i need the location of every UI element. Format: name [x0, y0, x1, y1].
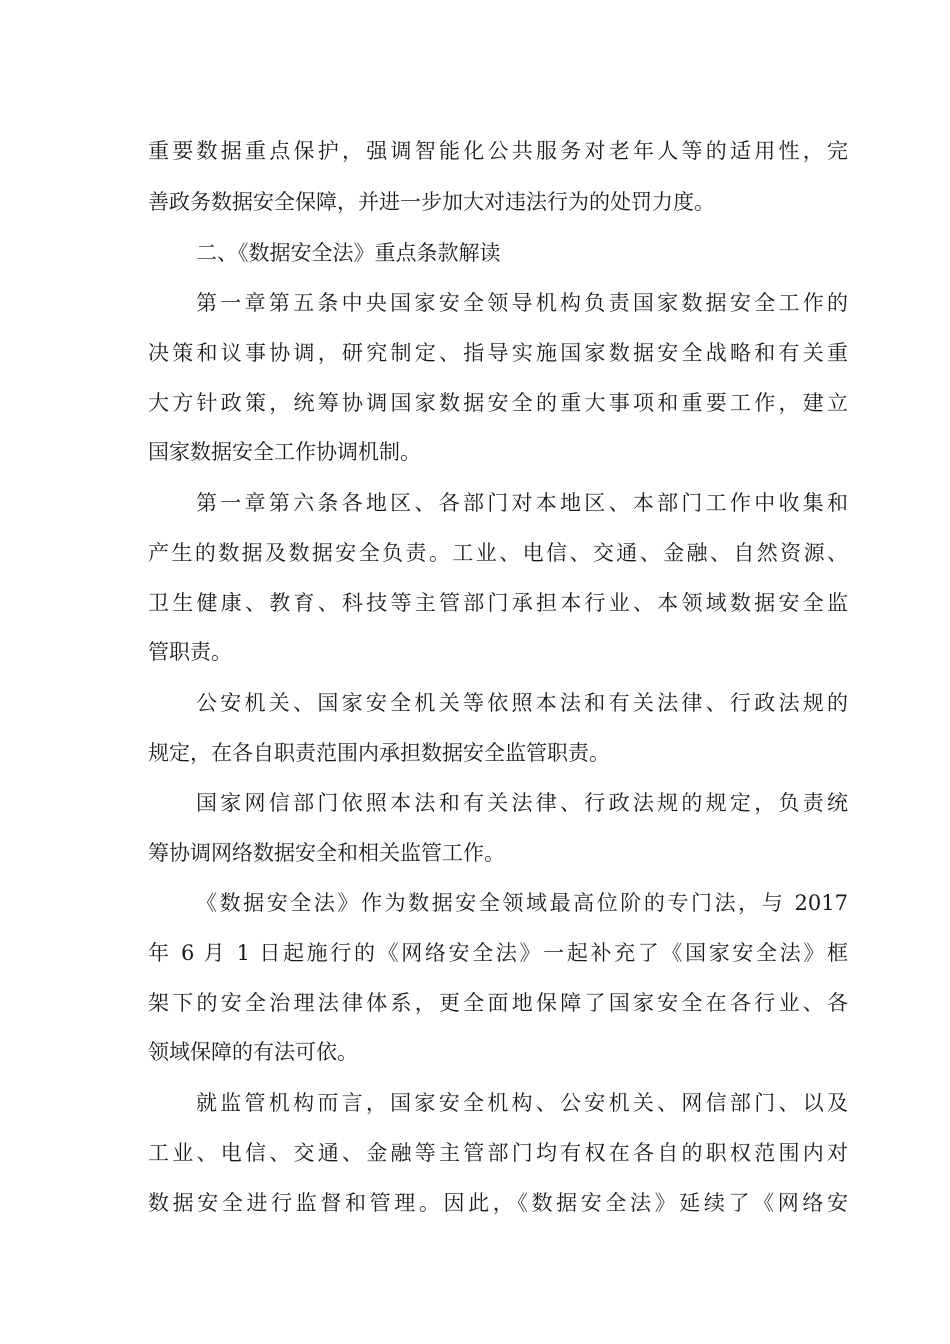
text-line: 第一章第五条中央国家安全领导机构负责国家数据安全工作的	[196, 291, 848, 315]
text-line: 第一章第六条各地区、各部门对本地区、本部门工作中收集和	[196, 491, 848, 515]
section-heading: 二、《数据安全法》重点条款解读	[196, 241, 501, 265]
text-line: 国家数据安全工作协调机制。	[148, 440, 421, 464]
text-line: 管职责。	[148, 640, 232, 664]
text-line: 《数据安全法》作为数据安全领域最高位阶的专门法，与 2017	[196, 891, 848, 915]
text-line: 架下的安全治理法律体系，更全面地保障了国家安全在各行业、各	[148, 991, 848, 1015]
text-line: 工业、电信、交通、金融等主管部门均有权在各自的职权范围内对	[148, 1141, 848, 1165]
text-line: 就监管机构而言，国家安全机构、公安机关、网信部门、以及	[196, 1091, 848, 1115]
text-line: 公安机关、国家安全机关等依照本法和有关法律、行政法规的	[196, 691, 848, 715]
text-line: 大方针政策，统筹协调国家数据安全的重大事项和重要工作，建立	[148, 391, 848, 415]
text-line: 卫生健康、教育、科技等主管部门承担本行业、本领域数据安全监	[148, 591, 848, 615]
text-line: 国家网信部门依照本法和有关法律、行政法规的规定，负责统	[196, 791, 848, 815]
text-line: 善政务数据安全保障，并进一步加大对违法行为的处罚力度。	[148, 190, 715, 214]
text-line: 筹协调网络数据安全和相关监管工作。	[148, 841, 505, 865]
text-line: 领域保障的有法可依。	[148, 1040, 358, 1064]
text-line: 重要数据重点保护，强调智能化公共服务对老年人等的适用性，完	[148, 139, 848, 163]
text-line: 决策和议事协调，研究制定、指导实施国家数据安全战略和有关重	[148, 341, 848, 365]
text-line: 数据安全进行监督和管理。因此，《数据安全法》延续了《网络安	[148, 1191, 848, 1215]
text-line: 产生的数据及数据安全负责。工业、电信、交通、金融、自然资源、	[148, 541, 848, 565]
text-line: 年 6 月 1 日起施行的《网络安全法》一起补充了《国家安全法》框	[148, 941, 848, 965]
text-line: 规定，在各自职责范围内承担数据安全监管职责。	[148, 741, 610, 765]
